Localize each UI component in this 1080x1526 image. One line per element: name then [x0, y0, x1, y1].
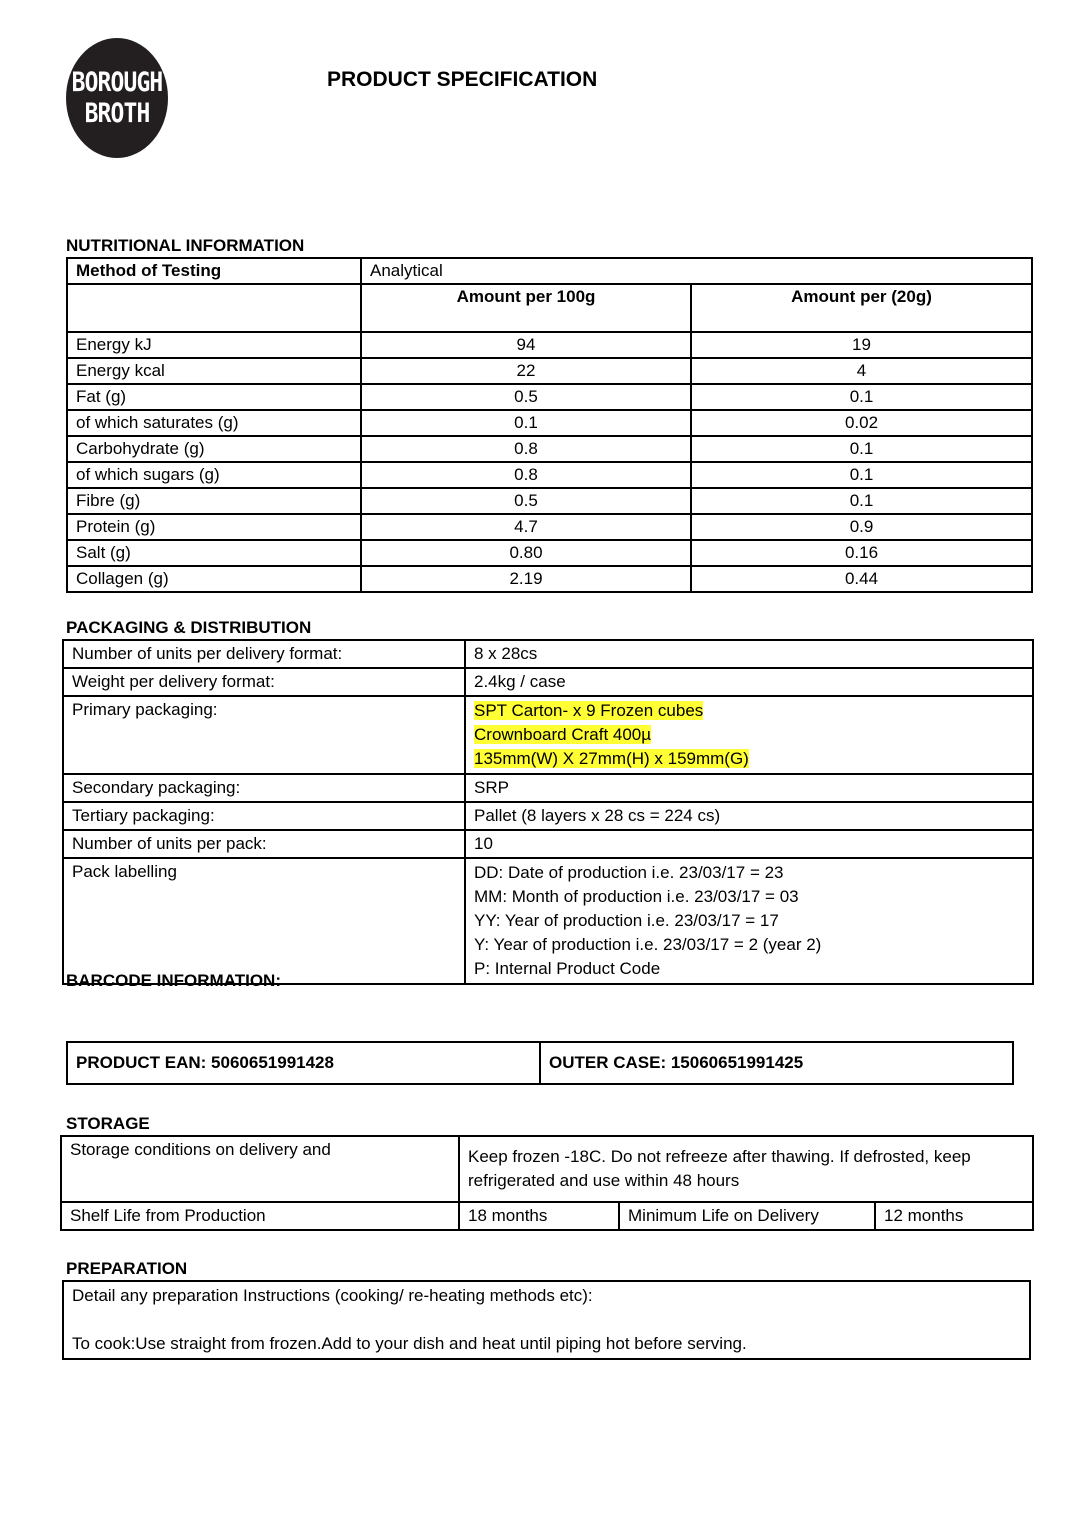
- nutrient-per100: 0.8: [361, 462, 691, 488]
- barcode-table: [66, 1041, 1014, 1085]
- units-row: [63, 640, 1033, 668]
- conditions-row: [61, 1136, 1033, 1202]
- tertiary-row: [63, 802, 1033, 830]
- primary-value: [465, 696, 1033, 774]
- nutrient-per20: 0.44: [691, 566, 1032, 592]
- nutrient-per100: 94: [361, 332, 691, 358]
- weight-row: [63, 668, 1033, 696]
- weight-label: Weight per delivery format:: [63, 668, 465, 696]
- per-pack-label: Number of units per pack:: [63, 830, 465, 858]
- nutrient-per100: 0.1: [361, 410, 691, 436]
- nutrient-per20: 0.16: [691, 540, 1032, 566]
- col-header-per100: Amount per 100g: [361, 284, 691, 332]
- nutrient-name: Fibre (g): [67, 488, 361, 514]
- nutrient-per20: 0.1: [691, 436, 1032, 462]
- labelling-line: YY: Year of production i.e. 23/03/17 = 17: [474, 911, 779, 930]
- nutrition-row: [67, 384, 1032, 410]
- primary-line: Crownboard Craft 400µ: [474, 725, 652, 744]
- nutrient-per100: 0.8: [361, 436, 691, 462]
- nutrient-per20: 4: [691, 358, 1032, 384]
- nutritional-section-title: NUTRITIONAL INFORMATION: [66, 236, 305, 255]
- secondary-label: Secondary packaging:: [63, 774, 465, 802]
- secondary-row: [63, 774, 1033, 802]
- nutrient-per20: 0.1: [691, 488, 1032, 514]
- nutrient-name: Energy kcal: [67, 358, 361, 384]
- labelling-line: MM: Month of production i.e. 23/03/17 = 03: [474, 887, 799, 906]
- nutrition-row: [67, 436, 1032, 462]
- secondary-value: SRP: [465, 774, 1033, 802]
- nutrient-per100: 0.5: [361, 384, 691, 410]
- labelling-label: Pack labelling: [63, 858, 465, 984]
- units-value: 8 x 28cs: [465, 640, 1033, 668]
- product-ean: PRODUCT EAN: 5060651991428: [67, 1042, 540, 1084]
- tertiary-value: Pallet (8 layers x 28 cs = 224 cs): [465, 802, 1033, 830]
- barcode-row: [67, 1042, 1013, 1084]
- nutrition-row: [67, 332, 1032, 358]
- page-title: PRODUCT SPECIFICATION: [327, 68, 598, 91]
- primary-line: 135mm(W) X 27mm(H) x 159mm(G): [474, 749, 749, 768]
- col-header-per20: Amount per (20g): [691, 284, 1032, 332]
- barcode-section-title: BARCODE INFORMATION:: [66, 971, 281, 990]
- packaging-section-title: PACKAGING & DISTRIBUTION: [66, 618, 312, 637]
- nutrient-per100: 4.7: [361, 514, 691, 540]
- shelf-life-label: Shelf Life from Production: [61, 1202, 459, 1230]
- min-life-label: Minimum Life on Delivery: [619, 1202, 875, 1230]
- nutrient-per20: 0.02: [691, 410, 1032, 436]
- nutrient-per100: 0.5: [361, 488, 691, 514]
- nutrient-per100: 0.80: [361, 540, 691, 566]
- nutrition-row: [67, 514, 1032, 540]
- logo-line-1: BOROUGH: [71, 67, 163, 98]
- nutrition-row: [67, 358, 1032, 384]
- weight-value: 2.4kg / case: [465, 668, 1033, 696]
- nutrient-per20: 0.1: [691, 462, 1032, 488]
- nutrient-name: Collagen (g): [67, 566, 361, 592]
- labelling-row: [63, 858, 1033, 984]
- nutrient-name: Carbohydrate (g): [67, 436, 361, 462]
- units-label: Number of units per delivery format:: [63, 640, 465, 668]
- brand-logo: [66, 38, 168, 158]
- primary-label: Primary packaging:: [63, 696, 465, 774]
- conditions-label: Storage conditions on delivery and: [61, 1136, 459, 1202]
- preparation-table: [62, 1280, 1031, 1360]
- shelf-life-row: [61, 1202, 1033, 1230]
- preparation-section-title: PREPARATION: [66, 1259, 188, 1278]
- tertiary-label: Tertiary packaging:: [63, 802, 465, 830]
- nutrition-header-row: [67, 284, 1032, 332]
- nutrient-per100: 22: [361, 358, 691, 384]
- preparation-instructions: To cook:Use straight from frozen.Add to your dish and heat until piping hot before serving.: [72, 1334, 747, 1353]
- nutrition-row: [67, 462, 1032, 488]
- per-pack-row: [63, 830, 1033, 858]
- header-empty-cell: [67, 284, 361, 332]
- logo-line-2: BROTH: [84, 98, 150, 129]
- per-pack-value: 10: [465, 830, 1033, 858]
- storage-section-title: STORAGE: [66, 1114, 150, 1133]
- nutrient-name: Energy kJ: [67, 332, 361, 358]
- nutrition-row: [67, 488, 1032, 514]
- nutrient-per20: 0.1: [691, 384, 1032, 410]
- packaging-table: [62, 639, 1034, 985]
- preparation-prompt: Detail any preparation Instructions (cooking/ re-heating methods etc):: [72, 1286, 593, 1305]
- conditions-value: Keep frozen -18C. Do not refreeze after thawing. If defrosted, keep refrigerated and use within 48 hours: [459, 1136, 1033, 1202]
- nutrition-row: [67, 566, 1032, 592]
- nutrition-table: [66, 257, 1033, 593]
- nutrient-name: of which sugars (g): [67, 462, 361, 488]
- outer-case-code: OUTER CASE: 15060651991425: [540, 1042, 1013, 1084]
- preparation-row: [63, 1281, 1030, 1359]
- method-value: Analytical: [361, 258, 1032, 284]
- nutrient-name: Salt (g): [67, 540, 361, 566]
- nutrition-rows: [67, 332, 1032, 592]
- method-label: Method of Testing: [67, 258, 361, 284]
- labelling-line: P: Internal Product Code: [474, 959, 661, 978]
- preparation-cell: [63, 1281, 1030, 1359]
- labelling-line: Y: Year of production i.e. 23/03/17 = 2 (year 2): [474, 935, 822, 954]
- method-row: [67, 258, 1032, 284]
- storage-table: [60, 1135, 1034, 1231]
- nutrient-name: of which saturates (g): [67, 410, 361, 436]
- nutrition-row: [67, 540, 1032, 566]
- nutrient-per20: 19: [691, 332, 1032, 358]
- shelf-life-value: 18 months: [459, 1202, 619, 1230]
- primary-line: SPT Carton- x 9 Frozen cubes: [474, 701, 704, 720]
- min-life-value: 12 months: [875, 1202, 1033, 1230]
- labelling-line: DD: Date of production i.e. 23/03/17 = 23: [474, 863, 784, 882]
- nutrient-per100: 2.19: [361, 566, 691, 592]
- primary-row: [63, 696, 1033, 774]
- nutrient-name: Fat (g): [67, 384, 361, 410]
- nutrient-name: Protein (g): [67, 514, 361, 540]
- nutrition-row: [67, 410, 1032, 436]
- labelling-value: [465, 858, 1033, 984]
- nutrient-per20: 0.9: [691, 514, 1032, 540]
